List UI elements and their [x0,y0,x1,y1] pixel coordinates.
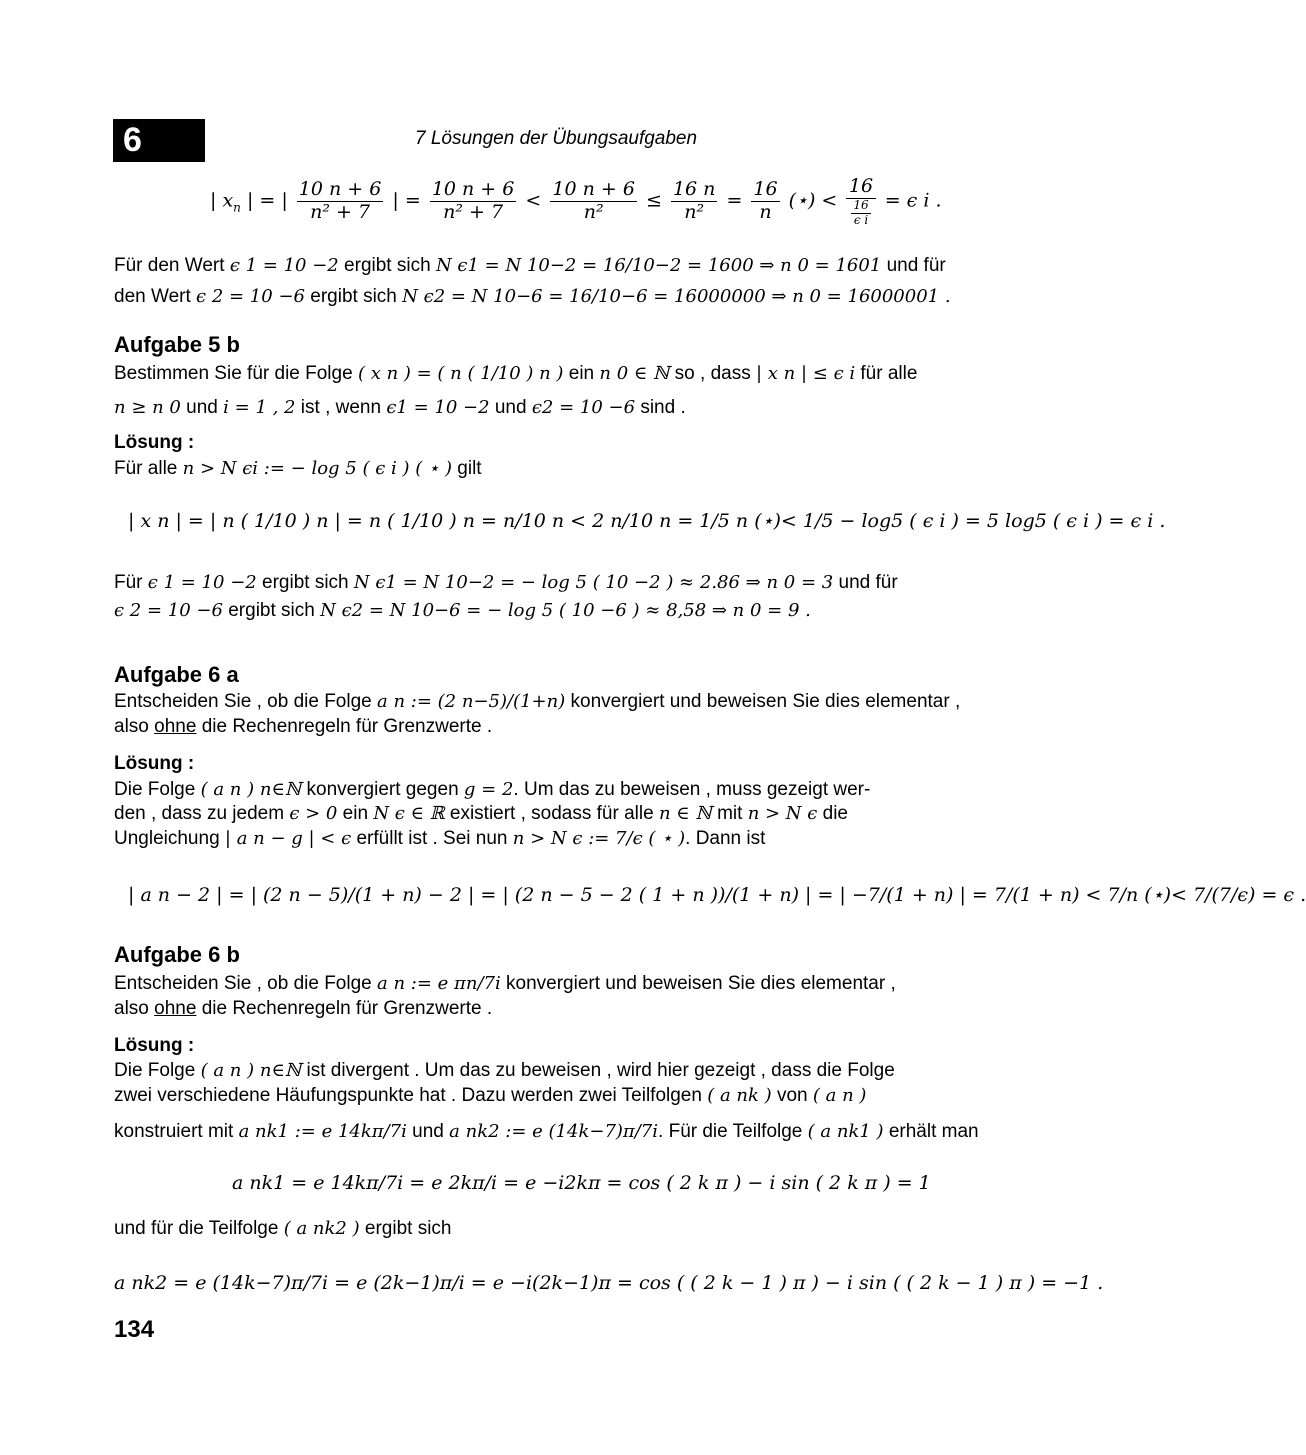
solution-text: Die Folge ( a n ) n∈ℕ ist divergent . Um das zu beweisen , wird hier gezeigt , dass die Folge [114,1060,895,1081]
solution-text: und für die Teilfolge ( a nk2 ) ergibt sich [114,1218,452,1239]
exercise-heading-6a: Aufgabe 6 a [114,662,239,687]
equation-subsequence-2: a nk2 = e (14k−7)π/7i = e (2k−1)π/i = e −i(2k−1)π = cos ( ( 2 k − 1 ) π ) − i sin ( ( 2 k − 1 ) π ) = −1 . [114,1272,1104,1294]
exercise-text: n ≥ n 0 und i = 1 , 2 ist , wenn ϵ1 = 10 −2 und ϵ2 = 10 −6 sind . [114,397,686,418]
solution-label: Lösung : [114,1035,195,1056]
solution-text: Ungleichung | a n − g | < ϵ erfüllt ist . Sei nun n > N ϵ := 7/ϵ ( ⋆ ). Dann ist [114,828,766,849]
exercise-text: Bestimmen Sie für die Folge ( x n ) = ( n ( 1/10 ) n ) ein n 0 ∈ ℕ so , dass | x n | ≤ ϵ i für alle [114,363,918,384]
solution-label: Lösung : [114,753,195,774]
exercise-text: Entscheiden Sie , ob die Folge a n := (2 n−5)/(1+n) konvergiert und beweisen Sie dies elementar , [114,691,961,712]
chapter-number-box: 6 [113,119,205,162]
solution-text: Die Folge ( a n ) n∈ℕ konvergiert gegen g = 2. Um das zu beweisen , muss gezeigt wer- [114,779,871,800]
equation-xn-bound-5b: | x n | = | n ( 1/10 ) n | = n ( 1/10 ) n = n/10 n < 2 n/10 n = 1/5 n (⋆)< 1/5 − log5 ( ϵ i ) = 5 log5 ( ϵ i ) = ϵ i . [128,510,1166,532]
solution-label: Lösung : [114,432,195,453]
equation-an-bound-6a: | a n − 2 | = | (2 n − 5)/(1 + n) − 2 | = | (2 n − 5 − 2 ( 1 + n ))/(1 + n) | = | −7/(1 + n) | = 7/(1 + n) < 7/n (⋆)< 7/(7/ϵ) = ϵ . [128,884,1306,906]
exercise-heading-5b: Aufgabe 5 b [114,332,240,357]
paragraph-line: Für den Wert ϵ 1 = 10 −2 ergibt sich N ϵ1 = N 10−2 = 16/10−2 = 1600 ⇒ n 0 = 1601 und für [114,255,946,276]
running-header: 7 Lösungen der Übungsaufgaben [415,128,698,149]
solution-text: ϵ 2 = 10 −6 ergibt sich N ϵ2 = N 10−6 = − log 5 ( 10 −6 ) ≈ 8,58 ⇒ n 0 = 9 . [114,600,811,621]
exercise-text: Entscheiden Sie , ob die Folge a n := e πn/7i konvergiert und beweisen Sie dies elementar , [114,973,896,994]
page-number: 134 [114,1316,155,1343]
equation-xn-bound-5a: | $x_n$ | = | $\frac{10 n + 6}{\text{n² + 7}}$ | = $\frac{10 n + 6}{\text{n² + 7}}$ < $\frac{10 n + 6}{\text{n²}}$ ≤ $\frac{16 n}{\text{n²}}$ = $\frac{16}{n}$ (⋆) < $\frac{16}{\frac{16}{\text{ϵ i}}}$ = ϵ i . [210,175,942,227]
paragraph-line: den Wert ϵ 2 = 10 −6 ergibt sich N ϵ2 = N 10−6 = 16/10−6 = 16000000 ⇒ n 0 = 16000001 . [114,286,951,307]
exercise-heading-6b: Aufgabe 6 b [114,942,240,967]
equation-subsequence-1: a nk1 = e 14kπ/7i = e 2kπ/i = e −i2kπ = cos ( 2 k π ) − i sin ( 2 k π ) = 1 [232,1172,931,1194]
solution-text: zwei verschiedene Häufungspunkte hat . Dazu werden zwei Teilfolgen ( a nk ) von ( a n ) [114,1085,867,1106]
solution-text: konstruiert mit a nk1 := e 14kπ/7i und a nk2 := e (14k−7)π/7i. Für die Teilfolge ( a nk1 ) erhält man [114,1121,979,1142]
solution-text: den , dass zu jedem ϵ > 0 ein N ϵ ∈ ℝ existiert , sodass für alle n ∈ ℕ mit n > N ϵ die [114,803,848,824]
exercise-text: also ohne die Rechenregeln für Grenzwerte . [114,716,493,737]
solution-text: Für ϵ 1 = 10 −2 ergibt sich N ϵ1 = N 10−2 = − log 5 ( 10 −2 ) ≈ 2.86 ⇒ n 0 = 3 und für [114,572,898,593]
solution-text: Für alle n > N ϵi := − log 5 ( ϵ i ) ( ⋆ ) gilt [114,458,482,479]
exercise-text: also ohne die Rechenregeln für Grenzwerte . [114,998,493,1019]
